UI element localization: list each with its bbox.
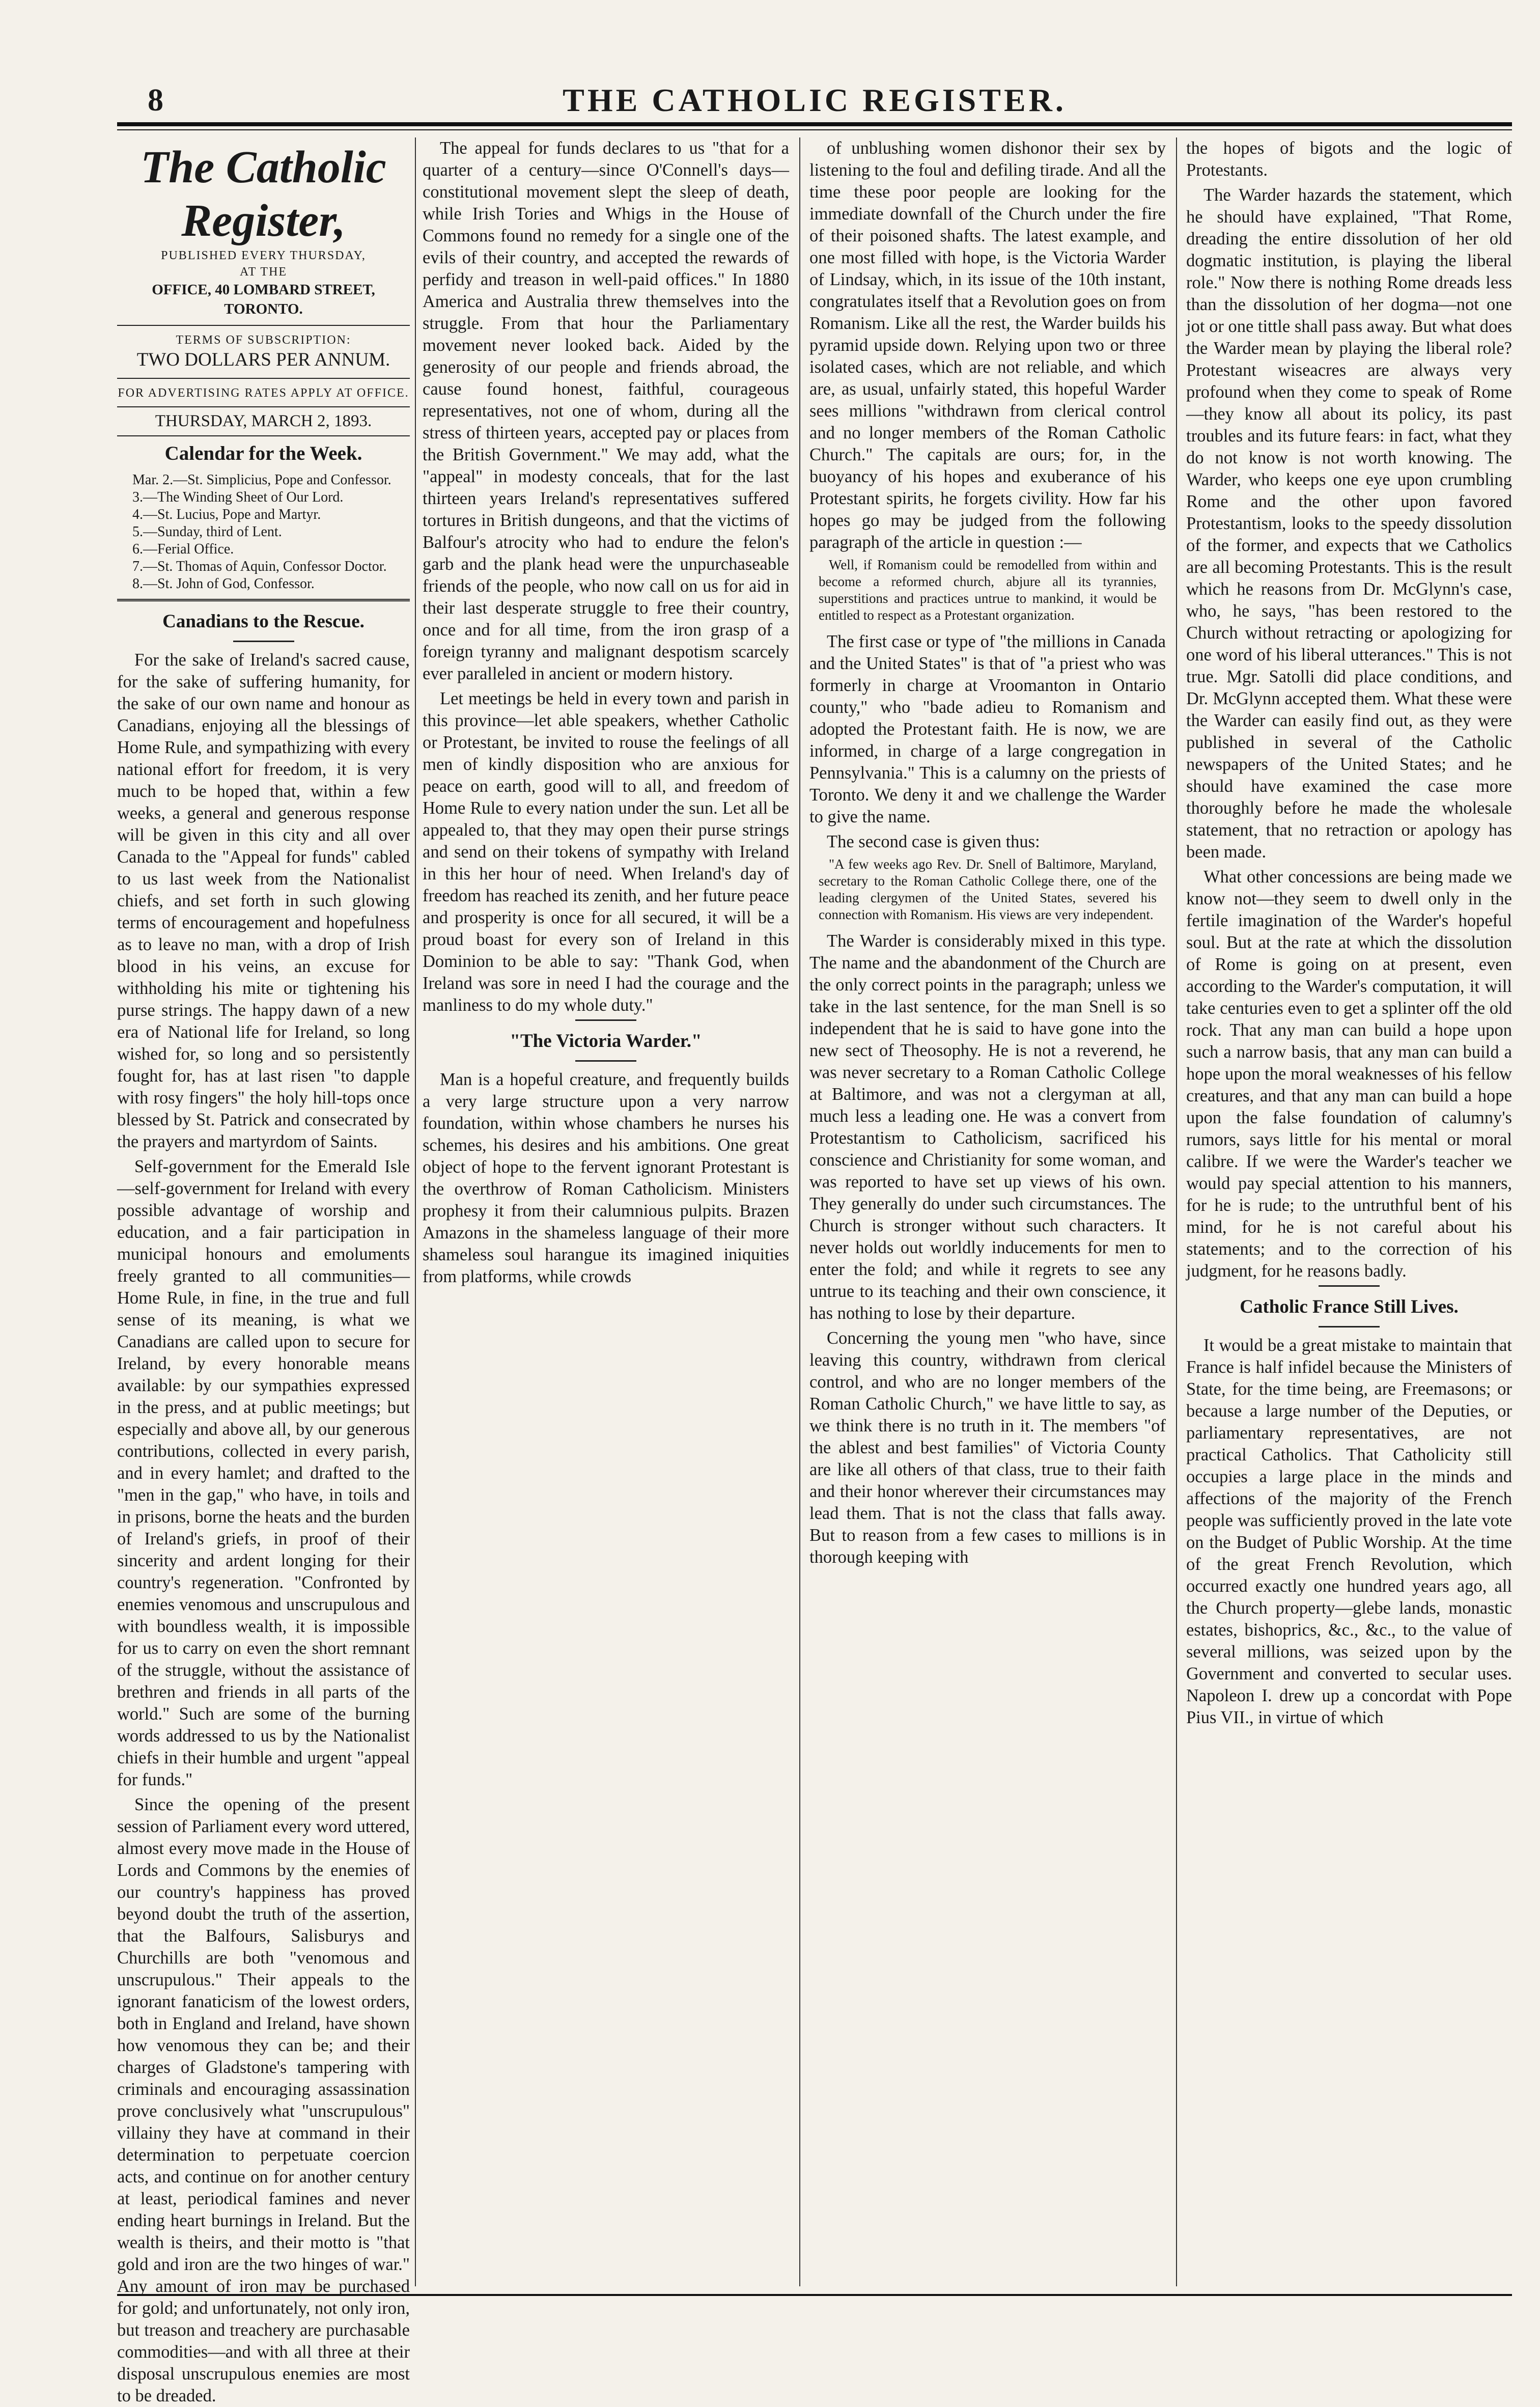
page-number: 8	[148, 83, 163, 118]
terms-label: TERMS OF SUBSCRIPTION:	[176, 334, 351, 347]
issue-date: THURSDAY, MARCH 2, 1893.	[117, 406, 410, 436]
article-title: Catholic France Still Lives.	[1240, 1296, 1459, 1317]
article-paragraph: Concerning the young men "who have, since leaving this country, withdrawn from clerical control, and who are no longer members of the Roman Catholic Church," we have little to say, as we think there is no truth in it. The members "of the ablest and best families" of Victoria County are like all others of that class, true to their faith and their honor wherever their circumstances may lead them. That is not the class that falls away. But to reason from a few cases to millions is in thorough keeping with	[809, 1329, 1166, 1567]
article-paragraph: The Warder is considerably mixed in this type. The name and the abandonment of the Church are the only correct points in the paragraph; unless we take in the last sentence, for the man Snell is so independent that he is said to have gone into the new sect of Theosophy. He is not a reverend, he was never secretary to a Roman Catholic College at Baltimore, and was not a clergyman at all, much less a leading one. He was a convert from Protestantism to Catholicism, sacrificed his conscience and Christianity for some woman, and was reported to have set up views of his own. They generally do under such circumstances. The Church is stronger without such characters. It never holds out worldly inducements for men to enter the fold; and while it regrets to see any untrue to its teaching and their own conscience, it has nothing to lose by their departure.	[809, 931, 1166, 1323]
column-divider	[1176, 137, 1177, 2286]
subscription-price: TWO DOLLARS PER ANNUM.	[136, 349, 390, 370]
article-paragraph: Self-government for the Emerald Isle—self-government for Ireland with every possible advantage of worship and education, and a fair participation in municipal honours and emoluments freely granted to all communities—Home Rule, in fine, in the true and full sense of its meaning, is what we Canadians are called upon to secure for Ireland, by every honorable means available: by our sympathies expressed in the press, and at public meetings; but especially and above all, by our generous contributions, collected in every parish, and in every hamlet; and drafted to the "men in the gap," who have, in toils and in prisons, borne the heats and the burden of Ireland's griefs, in proof of their sincerity and ardent longing for their country's regeneration. "Confronted by enemies venomous and unscrupulous and with boundless wealth, it is impossible for us to carry on even the short remnant of the struggle, without the assistance of brethren and friends in all parts of the world." Such are some of the burning words addressed to us by the Nationalist chiefs in their humble and urgent "appeal for funds."	[117, 1157, 410, 1789]
calendar-entry: 3.—The Winding Sheet of Our Lord.	[132, 489, 344, 505]
divider	[117, 378, 410, 379]
calendar-list	[117, 472, 410, 593]
advertising-line: FOR ADVERTISING RATES APPLY AT OFFICE.	[118, 386, 409, 400]
article-paragraph: The second case is given thus:	[827, 832, 1040, 851]
calendar-entry: 7.—St. Thomas of Aquin, Confessor Doctor.	[132, 559, 387, 574]
article-paragraph: For the sake of Ireland's sacred cause, for the sake of suffering humanity, for the sake of our own name and honour as Canadians, enjoying all the blessings of Home Rule, and sympathizing with every national effort for freedom, it is very much to be hoped that, within a few weeks, a general and generous response will be given in this city and all over Canada to the "Appeal for funds" cabled to us last week from the Nationalist chiefs, and set forth in such glowing terms of encouragement and hopefulness as to leave no man, with a drop of Irish blood in his veins, an excuse for withholding his mite or tightening his purse strings. The happy dawn of a new era of National life for Ireland, so long wished for, so long and so persistently fought for, has at last risen "to dapple with rosy fingers" the holy hill-tops once blessed by St. Patrick and consecrated by the prayers and martyrdom of Saints.	[117, 650, 410, 1151]
article-title: Canadians to the Rescue.	[162, 611, 365, 632]
article-paragraph: Man is a hopeful creature, and frequently builds a very large structure upon a very narrow foundation, within whose chambers he nurses his schemes, his desires and his ambitions. One great object of hope to the fervent ignorant Protestant is the overthrow of Roman Catholicism. Ministers prophesy it from their calumnious pulpits. Brazen Amazons in the shameless language of their more shameless soul harangue its imagined iniquities from platforms, while crowds	[423, 1070, 789, 1286]
block-quote: "A few weeks ago Rev. Dr. Snell of Baltimore, Maryland, secretary to the Roman Catholic College there, one of the leading clergymen of the United States, severed his connection with Romanism. His views are very independent.	[819, 856, 1157, 922]
column-2	[423, 137, 789, 2286]
calendar-title: Calendar for the Week.	[164, 442, 362, 464]
column-divider	[415, 137, 416, 2286]
divider	[575, 1019, 636, 1021]
divider	[117, 325, 410, 326]
article-paragraph: Let meetings be held in every town and parish in this province—let able speakers, whether Catholic or Protestant, be invited to rouse the feelings of all men of kindly disposition who are anxious for peace on earth, good will to all, and freedom of Home Rule to every nation under the sun. Let all be appealed to, that they may open their purse strings and send on their tokens of sympathy with Ireland in this her hour of need. When Ireland's day of freedom has reached its zenith, and her future peace and prosperity is once for all secured, it will be a proud boast for every son of Ireland in this Dominion to be able to say: "Thank God, when Ireland was sore in need I had the courage and the manliness to do my whole duty."	[423, 689, 789, 1015]
column-divider	[799, 137, 800, 2286]
calendar-entry: 6.—Ferial Office.	[132, 541, 234, 557]
calendar-entry: 5.—Sunday, third of Lent.	[132, 524, 282, 540]
header-rule	[117, 122, 1512, 126]
article-paragraph: of unblushing women dishonor their sex by listening to the foul and defiling tirade. And all the time these poor people are looking for the immediate downfall of the Church under the fire of their poisoned shafts. The latest example, and one most filled with hope, is the Victoria Warder of Lindsay, which, in its issue of the 10th instant, congratulates itself that a Revolution goes on from Romanism. Like all the rest, the Warder builds his pyramid upside down. Relying upon two or three isolated cases, which are not reliable, and which are, as usual, unfairly stated, this hopeful Warder sees millions "withdrawn from clerical control and no longer members of the Roman Catholic Church." The capitals are ours; for, in the buoyancy of his hopes and exuberance of his Protestant spirits, he forgets civility. How far his hopes go may be judged from the following paragraph of the article in question :—	[809, 139, 1166, 552]
header-rule-thin	[117, 129, 1512, 130]
divider	[233, 641, 294, 642]
calendar-entry: Mar. 2.—St. Simplicius, Pope and Confessor.	[132, 472, 391, 488]
divider	[1319, 1326, 1380, 1327]
column-4	[1186, 137, 1512, 2286]
article-title: "The Victoria Warder."	[510, 1031, 702, 1052]
article-paragraph: The Warder hazards the statement, which he should have explained, "That Rome, dreading the entire dissolution of her old dogmatic institution, is playing the liberal role." Now there is nothing Rome dreads less than the dissolution of her dogma—not one jot or one tittle shall pass away. But what does the Warder mean by playing the liberal role? Protestant wiseacres are always very profound when they come to speak of Rome—they know all about its policy, its past troubles and its future fears: in fact, what they do not know is not worth knowing. The Warder, who keeps one eye upon crumbling Rome and the other upon favored Protestantism, looks to the speedy dissolution of the former, and expects that we Catholics are all becoming Protestants. This is the result which he reasons from Dr. McGlynn's case, who, he says, "has been restored to the Church without retracting or apologizing for one word of his liberal utterances." This is not true. Mgr. Satolli did place conditions, and Dr. McGlynn accepted them. What these were the Warder can easily find out, as they were published in several of the Catholic newspapers of the United States; and he should have examined the case more thoroughly before he made the wholesale statement, that no retraction or apology has been made.	[1186, 185, 1512, 862]
masthead-title: THE CATHOLIC REGISTER.	[563, 82, 1067, 118]
column-1	[117, 137, 410, 2405]
article-paragraph: What other concessions are being made we know not—they seem to dwell only in the fertile imagination of the Warder's hopeful soul. But at the rate at which the dissolution of Rome is going on at present, even according to the Warder's computation, it will take centuries even to get a splinter off the old rock. That any man can build a hope upon such a narrow basis, that any man can build a hope upon the moral weaknesses of his fellow creatures, and that any man can build a hope upon the false foundation of calumny's rumors, says little for his mental or moral calibre. If we were the Warder's teacher we would pay special attention to his manners, for he is rude; to the untruthful bent of his mind, for he is not careful about his statements; and to the correction of his judgment, for he reasons badly.	[1186, 867, 1512, 1281]
column-3	[809, 137, 1166, 2286]
office-address: OFFICE, 40 LOMBARD STREET, TORONTO.	[152, 282, 375, 317]
article-paragraph: The appeal for funds declares to us "that for a quarter of a century—since O'Connell's days—constitutional movement slept the sleep of death, while Irish Tories and Whigs in the House of Commons found no remedy for a single one of the evils of their country, and accepted the rewards of perfidy and treason in well-paid offices." In 1880 America and Australia threw themselves into the struggle. From that hour the Parliamentary movement never looked back. Aided by the generosity of our people and friends abroad, the cause found honest, faithful, courageous representatives, not one of whom, during all the stress of thirteen years, accepted pay or places from the British Government." We may add, what the "appeal" in modesty conceals, that for the last thirteen years Ireland's representatives suffered tortures in British dungeons, and that the victims of Balfour's atrocity who had to endure the felon's garb and the plank head were the unpurchaseable friends of the people, who now call on us for aid in their last desperate struggle to free their country, once and for all time, from the iron grasp of a foreign tyranny and malignant despotism scarcely ever paralleled in ancient or modern history.	[423, 139, 789, 683]
divider	[117, 599, 410, 601]
divider	[1319, 1285, 1380, 1287]
at-the-line: AT THE	[239, 265, 288, 279]
published-line: PUBLISHED EVERY THURSDAY,	[161, 249, 366, 262]
page-header	[117, 76, 1512, 122]
footer-rule	[117, 2294, 1512, 2296]
article-paragraph: the hopes of bigots and the logic of Protestants.	[1186, 139, 1512, 180]
article-paragraph: The first case or type of "the millions in Canada and the United States" is that of "a priest who was formerly in charge at Vroomanton in Ontario county," who "bade adieu to Romanism and adopted the Protestant faith. He is now, we are informed, in charge of a large congregation in Pennsylvania." This is a calumny on the priests of Toronto. We deny it and we challenge the Warder to give the name.	[809, 632, 1166, 826]
block-quote: Well, if Romanism could be remodelled from within and become a reformed church, abjure all its tyrannies, superstitions and practices untrue to mankind, it would be entitled to respect as a Protestant organization.	[819, 557, 1157, 623]
article-paragraph: Since the opening of the present session of Parliament every word uttered, almost every move made in the House of Lords and Commons by the enemies of our country's happiness has proved beyond doubt the truth of the assertion, that the Balfours, Salisburys and Churchills are both "venomous and unscrupulous." Their appeals to the ignorant fanaticism of the lowest orders, both in England and Ireland, have shown how venomous they can be; and their charges of Gladstone's tampering with criminals and encouraging assassination prove conclusively what "unscrupulous" villainy they have at command in their determination to perpetuate coercion acts, and continue on for another century at least, periodical famines and never ending heart burnings in Ireland. But the wealth is theirs, and their motto is "that gold and iron are the two hinges of war." Any amount of iron may be purchased for gold; and unfortunately, not only iron, but treason and treachery are purchasable commodities—and with all three at their disposal unscrupulous enemies are most to be dreaded.	[117, 1795, 410, 2405]
register-title: The Catholic Register,	[141, 142, 386, 246]
calendar-entry: 8.—St. John of God, Confessor.	[132, 576, 315, 592]
calendar-entry: 4.—St. Lucius, Pope and Martyr.	[132, 507, 321, 522]
article-paragraph: It would be a great mistake to maintain that France is half infidel because the Ministers of State, for the time being, are Freemasons; or because a large number of the Deputies, or parliamentary representatives, are not practical Catholics. That Catholicity still occupies a large place in the minds and affections of the majority of the French people was sufficiently proved in the late vote on the Budget of Public Worship. At the time of the great French Revolution, which occurred exactly one hundred years ago, all the Church property—glebe lands, monastic estates, bishoprics, &c., &c., to the value of several millions, was seized upon by the Government and converted to secular uses. Napoleon I. drew up a concordat with Pope Pius VII., in virtue of which	[1186, 1336, 1512, 1727]
divider	[575, 1060, 636, 1062]
